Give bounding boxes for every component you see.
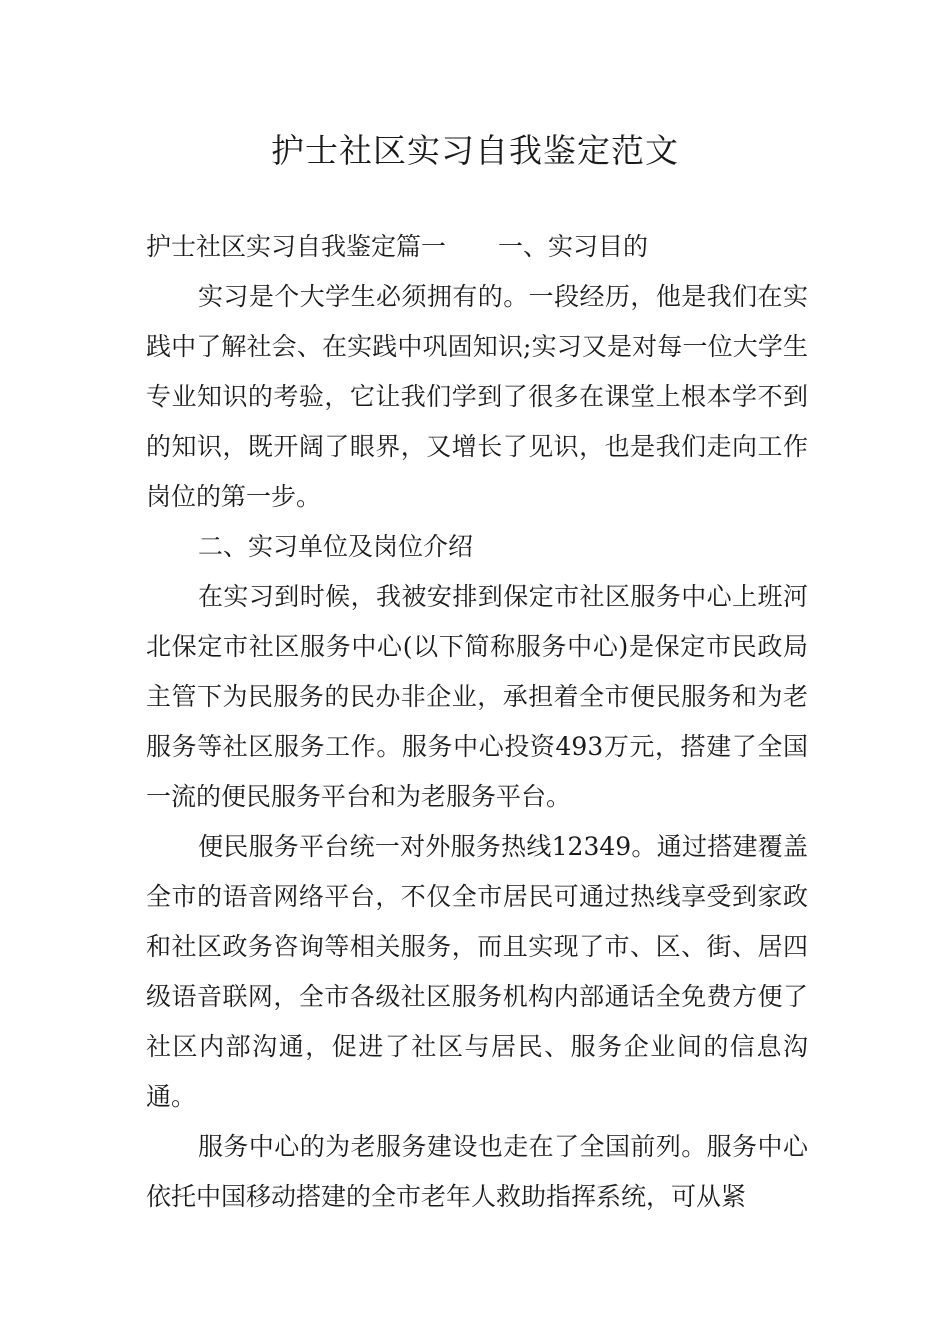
paragraph-internship-purpose: 实习是个大学生必须拥有的。一段经历，他是我们在实践中了解社会、在实践中巩固知识;实习又是对每一位大学生专业知识的考验，它让我们学到了很多在课堂上根本学不到的知识，既开阔了眼界，又增长了见识，也是我们走向工作岗位的第一步。: [146, 282, 808, 511]
paragraph-service-center: 在实习到时候，我被安排到保定市社区服务中心上班河北保定市社区服务中心(以下简称服务中心)是保定市民政局主管下为民服务的民办非企业，承担着全市便民服务和为老服务等社区服务工作。服务中心投资493万元，搭建了全国一流的便民服务平台和为老服务平台。: [146, 582, 808, 811]
document-title: 护士社区实习自我鉴定范文: [271, 131, 679, 170]
section-heading-unit-intro: 二、实习单位及岗位介绍: [198, 532, 474, 561]
section-heading-part-one: 护士社区实习自我鉴定篇一: [146, 232, 447, 261]
paragraph-elderly-service: 服务中心的为老服务建设也走在了全国前列。服务中心依托中国移动搭建的全市老年人救助指挥系统，可从紧: [146, 1132, 808, 1211]
document-body: [146, 222, 808, 1222]
paragraph-hotline-platform: 便民服务平台统一对外服务热线12349。通过搭建覆盖全市的语音网络平台，不仅全市居民可通过热线享受到家政和社区政务咨询等相关服务，而且实现了市、区、街、居四级语音联网，全市各级社区服务机构内部通话全免费方便了社区内部沟通，促进了社区与居民、服务企业间的信息沟通。: [146, 832, 808, 1111]
first-line: [146, 222, 808, 272]
section-heading-objective: 一、实习目的: [498, 232, 649, 261]
